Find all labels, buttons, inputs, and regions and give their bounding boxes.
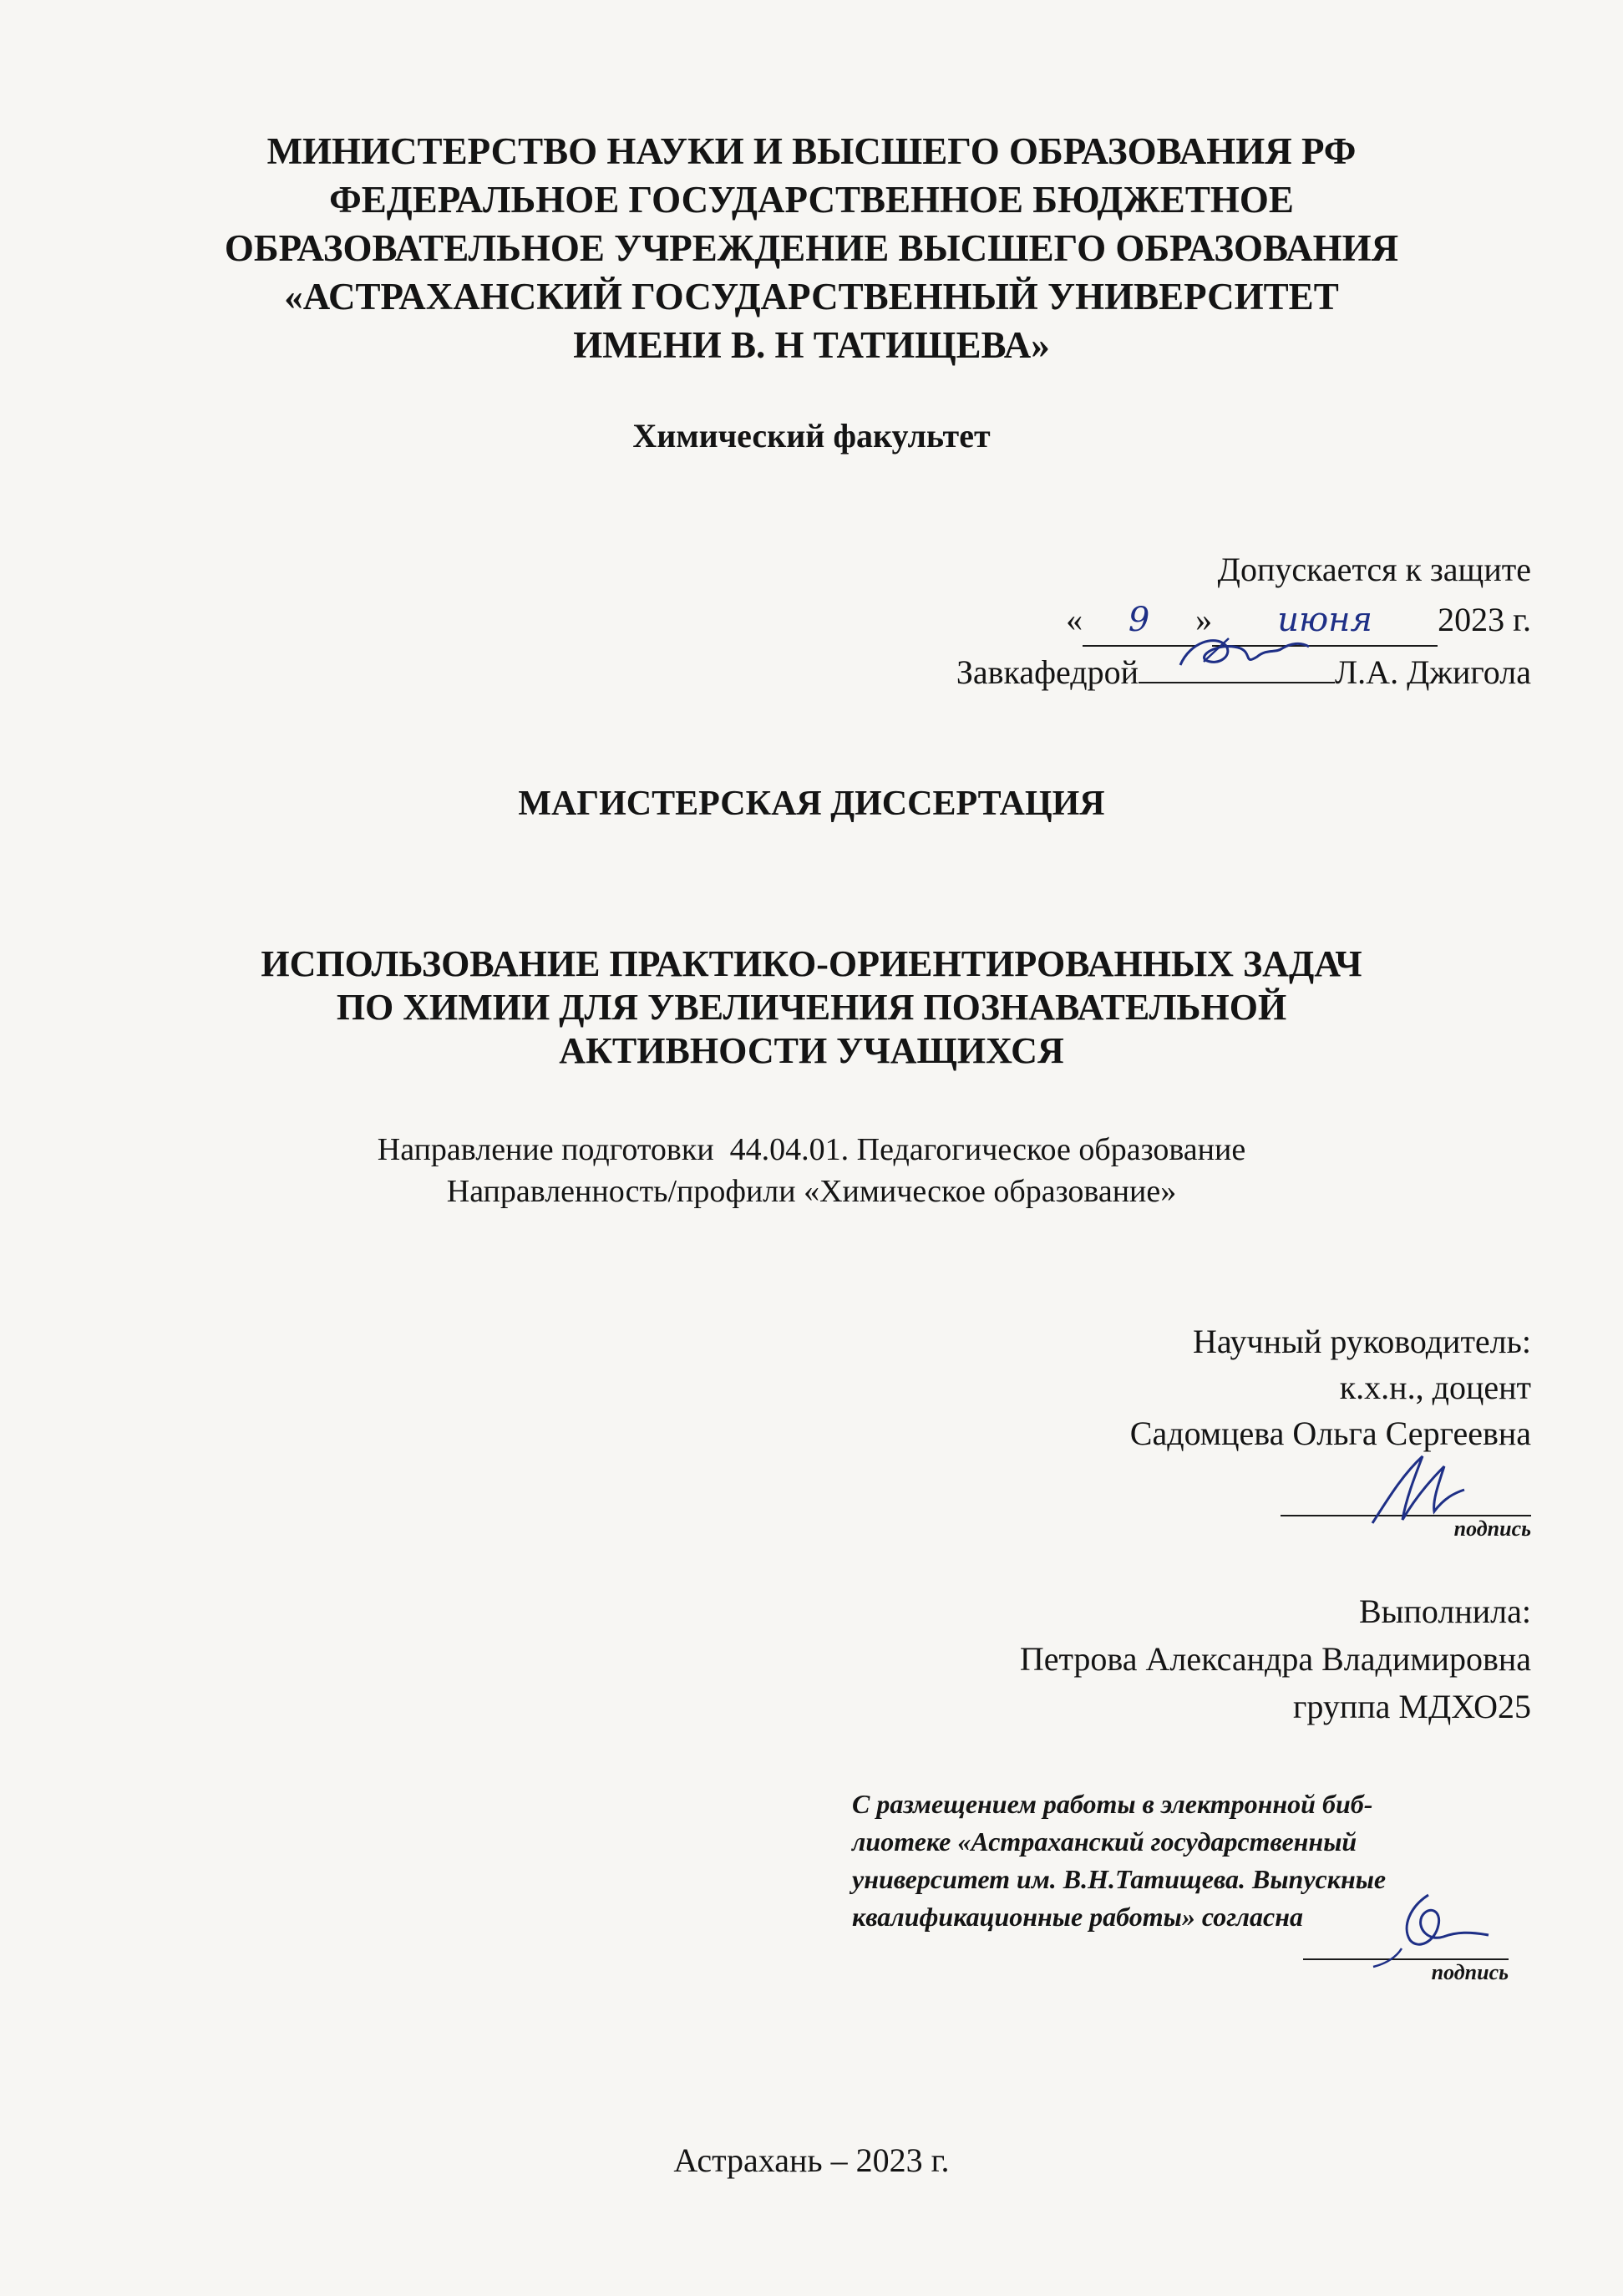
- supervisor-signature-caption: подпись: [1453, 1516, 1531, 1541]
- approval-year: 2023 г.: [1438, 601, 1531, 638]
- document-type: МАГИСТЕРСКАЯ ДИССЕРТАЦИЯ: [518, 785, 1105, 823]
- student-block: [1020, 1587, 1531, 1730]
- header-line: МИНИСТЕРСТВО НАУКИ И ВЫСШЕГО ОБРАЗОВАНИЯ РФ: [266, 130, 1357, 172]
- topic-line: ИСПОЛЬЗОВАНИЕ ПРАКТИКО-ОРИЕНТИРОВАННЫХ ЗАДАЧ: [261, 943, 1362, 984]
- study-direction: [0, 1129, 1623, 1212]
- head-name: Л.А. Джигола: [1335, 653, 1531, 691]
- approval-block: [956, 545, 1531, 698]
- institution-header: [0, 127, 1623, 369]
- supervisor-signature-line: [1281, 1456, 1531, 1516]
- header-line: «АСТРАХАНСКИЙ ГОСУДАРСТВЕННЫЙ УНИВЕРСИТЕТ: [284, 276, 1339, 317]
- consent-line: квалификационные работы» согласна: [852, 1902, 1303, 1932]
- consent-signature-line: [1303, 1905, 1509, 1960]
- quote-close: »: [1195, 601, 1213, 638]
- student-group: группа МДХО25: [1292, 1688, 1531, 1725]
- supervisor-degree: к.х.н., доцент: [1339, 1369, 1531, 1406]
- consent-signature-block: [1303, 1905, 1509, 1985]
- profile-line: Направленность/профили «Химическое образование»: [446, 1174, 1177, 1209]
- student-label: Выполнила:: [1358, 1592, 1531, 1630]
- supervisor-signature-block: [1281, 1456, 1531, 1542]
- topic-line: АКТИВНОСТИ УЧАЩИХСЯ: [559, 1030, 1064, 1071]
- consent-line: лиотеке «Астраханский государственный: [852, 1826, 1357, 1857]
- approval-title: Допускается к защите: [1217, 551, 1531, 588]
- approval-day: 9: [1128, 601, 1150, 639]
- header-line: ОБРАЗОВАТЕЛЬНОЕ УЧРЕЖДЕНИЕ ВЫСШЕГО ОБРАЗОВАНИЯ: [224, 227, 1399, 269]
- consent-signature: [1303, 1888, 1509, 1968]
- city-year: Астрахань – 2023 г.: [673, 2141, 950, 2179]
- head-label: Завкафедрой: [956, 653, 1139, 691]
- consent-signature-caption: подпись: [1431, 1960, 1509, 1984]
- supervisor-signature: [1281, 1450, 1531, 1525]
- head-signature-line: [1139, 647, 1335, 683]
- student-name: Петрова Александра Владимировна: [1019, 1640, 1531, 1678]
- consent-line: С размещением работы в электронной биб-: [852, 1789, 1373, 1819]
- topic-line: ПО ХИМИИ ДЛЯ УВЕЛИЧЕНИЯ ПОЗНАВАТЕЛЬНОЙ: [336, 987, 1287, 1028]
- supervisor-label: Научный руководитель:: [1192, 1323, 1531, 1360]
- supervisor-block: [1130, 1318, 1531, 1547]
- faculty-name: Химический факультет: [632, 417, 991, 455]
- header-line: ИМЕНИ В. Н ТАТИЩЕВА»: [573, 324, 1050, 366]
- approval-head: [956, 647, 1531, 698]
- supervisor-name: Садомцева Ольга Сергеевна: [1129, 1415, 1531, 1452]
- thesis-topic: [0, 942, 1623, 1073]
- direction-line: Направление подготовки 44.04.01. Педагогическое образование: [377, 1132, 1246, 1167]
- head-signature: [1139, 628, 1335, 680]
- consent-line: университет им. В.Н.Татищева. Выпускные: [852, 1864, 1387, 1894]
- quote-open: «: [1066, 601, 1083, 638]
- header-line: ФЕДЕРАЛЬНОЕ ГОСУДАРСТВЕННОЕ БЮДЖЕТНОЕ: [329, 179, 1294, 221]
- approval-month: июня: [1277, 601, 1372, 639]
